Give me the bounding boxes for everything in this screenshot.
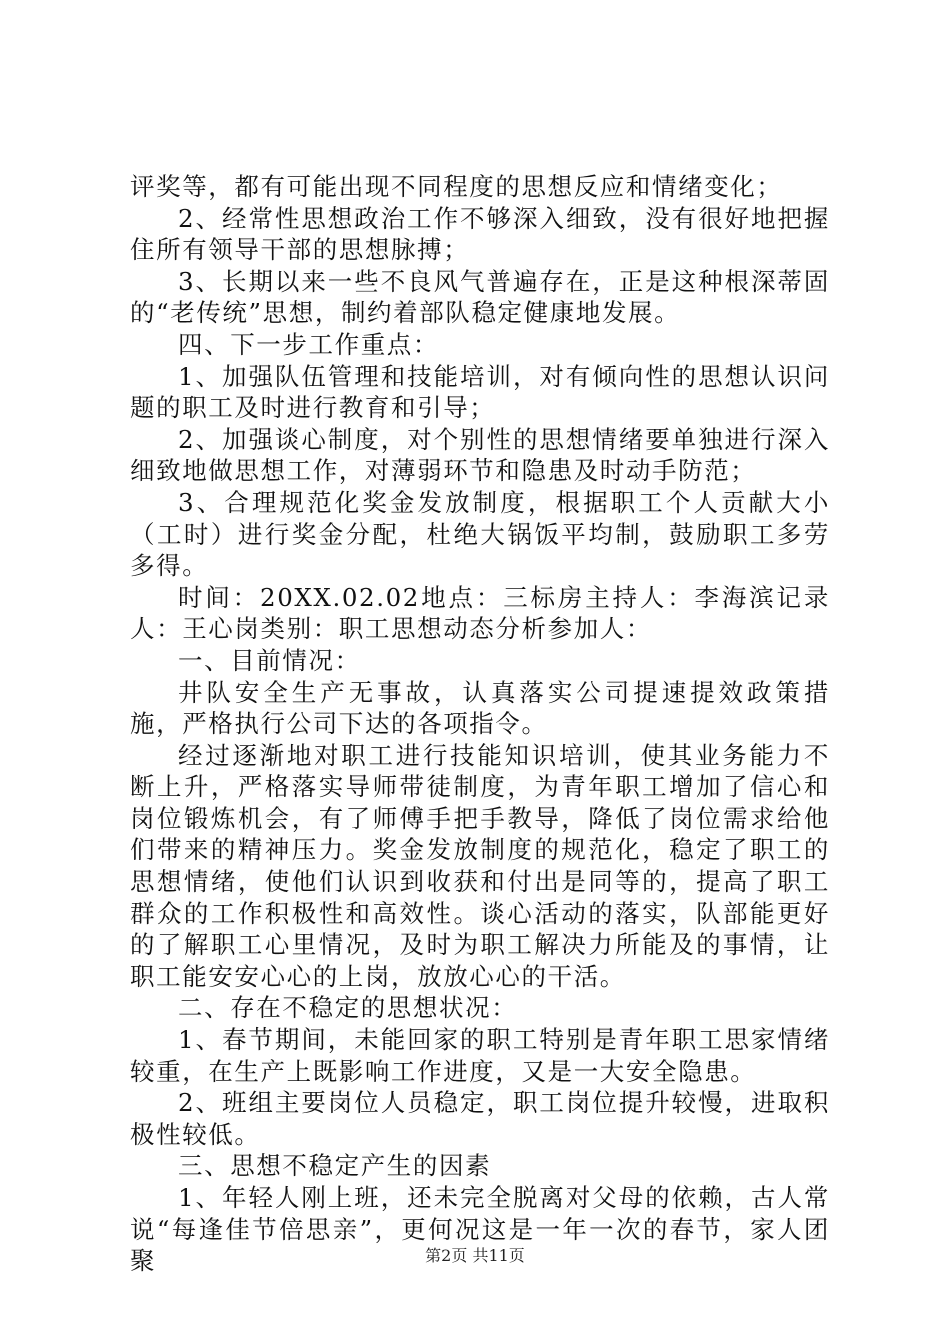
- paragraph: 1、春节期间，未能回家的职工特别是青年职工思家情绪较重，在生产上既影响工作进度，又是一大安全隐患。: [130, 1025, 830, 1086]
- paragraph: 3、长期以来一些不良风气普遍存在，正是这种根深蒂固的“老传统”思想，制约着部队稳定健康地发展。: [130, 266, 830, 328]
- section-heading: 一、目前情况：: [178, 645, 361, 675]
- paragraph: 1、加强队伍管理和技能培训，对有倾向性的思想认识问题的职工及时进行教育和引导；: [130, 361, 830, 423]
- meeting-info: 时间：20XX.02.02地点：三标房主持人：李海滨记录人：王心岗类别：职工思想动态分析参加人：: [130, 582, 830, 644]
- document-body: [130, 171, 830, 1277]
- paragraph: 评奖等，都有可能出现不同程度的思想反应和情绪变化；: [130, 172, 783, 201]
- paragraph: 3、合理规范化奖金发放制度，根据职工个人贡献大小（工时）进行奖金分配，杜绝大锅饭平均制，鼓励职工多劳多得。: [130, 487, 830, 581]
- paragraph: 2、经常性思想政治工作不够深入细致，没有很好地把握住所有领导干部的思想脉搏；: [130, 203, 830, 265]
- section-heading: 二、存在不稳定的思想状况：: [178, 993, 518, 1023]
- page-number-footer: 第2页 共11页: [425, 1246, 525, 1265]
- paragraph: 1、年轻人刚上班，还未完全脱离对父母的依赖，古人常说“每逢佳节倍思亲”，更何况这是一年一次的春节，家人团聚: [130, 1183, 830, 1276]
- paragraph: 2、加强谈心制度，对个别性的思想情绪要单独进行深入细致地做思想工作，对薄弱环节和隐患及时动手防范；: [130, 424, 830, 486]
- section-heading: 三、思想不稳定产生的因素: [178, 1151, 492, 1181]
- section-heading: 四、下一步工作重点：: [178, 329, 439, 359]
- paragraph: 2、班组主要岗位人员稳定，职工岗位提升较慢，进取积极性较低。: [130, 1088, 830, 1149]
- paragraph: 井队安全生产无事故，认真落实公司提速提效政策措施，严格执行公司下达的各项指令。: [130, 677, 830, 739]
- paragraph: 经过逐渐地对职工进行技能知识培训，使其业务能力不断上升，严格落实导师带徒制度，为青年职工增加了信心和岗位锻炼机会，有了师傅手把手教导，降低了岗位需求给他们带来的精神压力。奖金发放制度的规范化，稳定了职工的思想情绪，使他们认识到收获和付出是同等的，提高了职工群众的工作积极性和高效性。谈心活动的落实，队部能更好的了解职工心里情况，及时为职工解决力所能及的事情，让职工能安安心心的上岗，放放心心的干活。: [130, 740, 830, 991]
